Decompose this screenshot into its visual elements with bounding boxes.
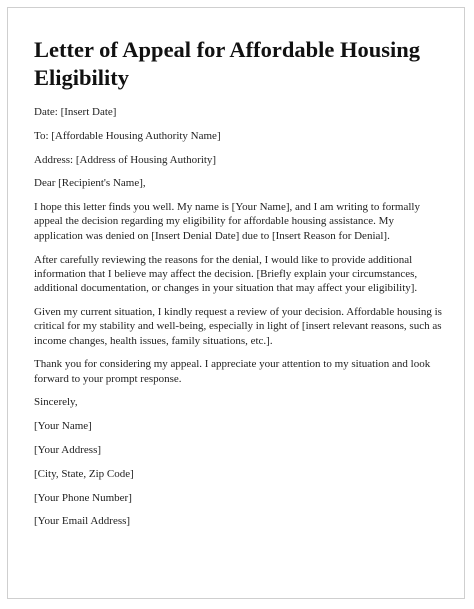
letter-page xyxy=(7,7,465,599)
letter-content xyxy=(34,36,444,538)
letter-title: Letter of Appeal for Affordable Housing Eligibility xyxy=(34,37,421,90)
signature-address: [Your Address] xyxy=(34,444,102,457)
date-line: Date: [Insert Date] xyxy=(34,106,117,118)
body-paragraph-explanation: After carefully reviewing the reasons for the denial, I would like to provide additional information that I believe may affect the decision. [Briefly explain your circumstances, additional documentation, or changes in your situation that may affect your eligibility]. xyxy=(34,253,418,295)
body-paragraph-thanks: Thank you for considering my appeal. I appreciate your attention to my situation and look forward to your prompt response. xyxy=(34,358,431,385)
address-line: Address: [Address of Housing Authority] xyxy=(34,153,217,166)
recipient-line: To: [Affordable Housing Authority Name] xyxy=(34,129,221,142)
signature-email: [Your Email Address] xyxy=(34,515,131,528)
signature-phone: [Your Phone Number] xyxy=(34,491,132,504)
body-paragraph-request: Given my current situation, I kindly request a review of your decision. Affordable housing is critical for my stability and well-being, especially in light of [insert relevant reasons, such as income changes, health issues, family situations, etc.]. xyxy=(34,305,442,347)
signature-city-state-zip: [City, State, Zip Code] xyxy=(34,467,134,480)
signature-name: [Your Name] xyxy=(34,420,92,433)
body-paragraph-intro: I hope this letter finds you well. My name is [Your Name], and I am writing to formally appeal the decision regarding my eligibility for affordable housing assistance. My application was denied on [Insert Denial Date] due to [Insert Reason for Denial]. xyxy=(34,201,420,242)
closing: Sincerely, xyxy=(34,396,78,409)
salutation: Dear [Recipient's Name], xyxy=(34,177,146,190)
